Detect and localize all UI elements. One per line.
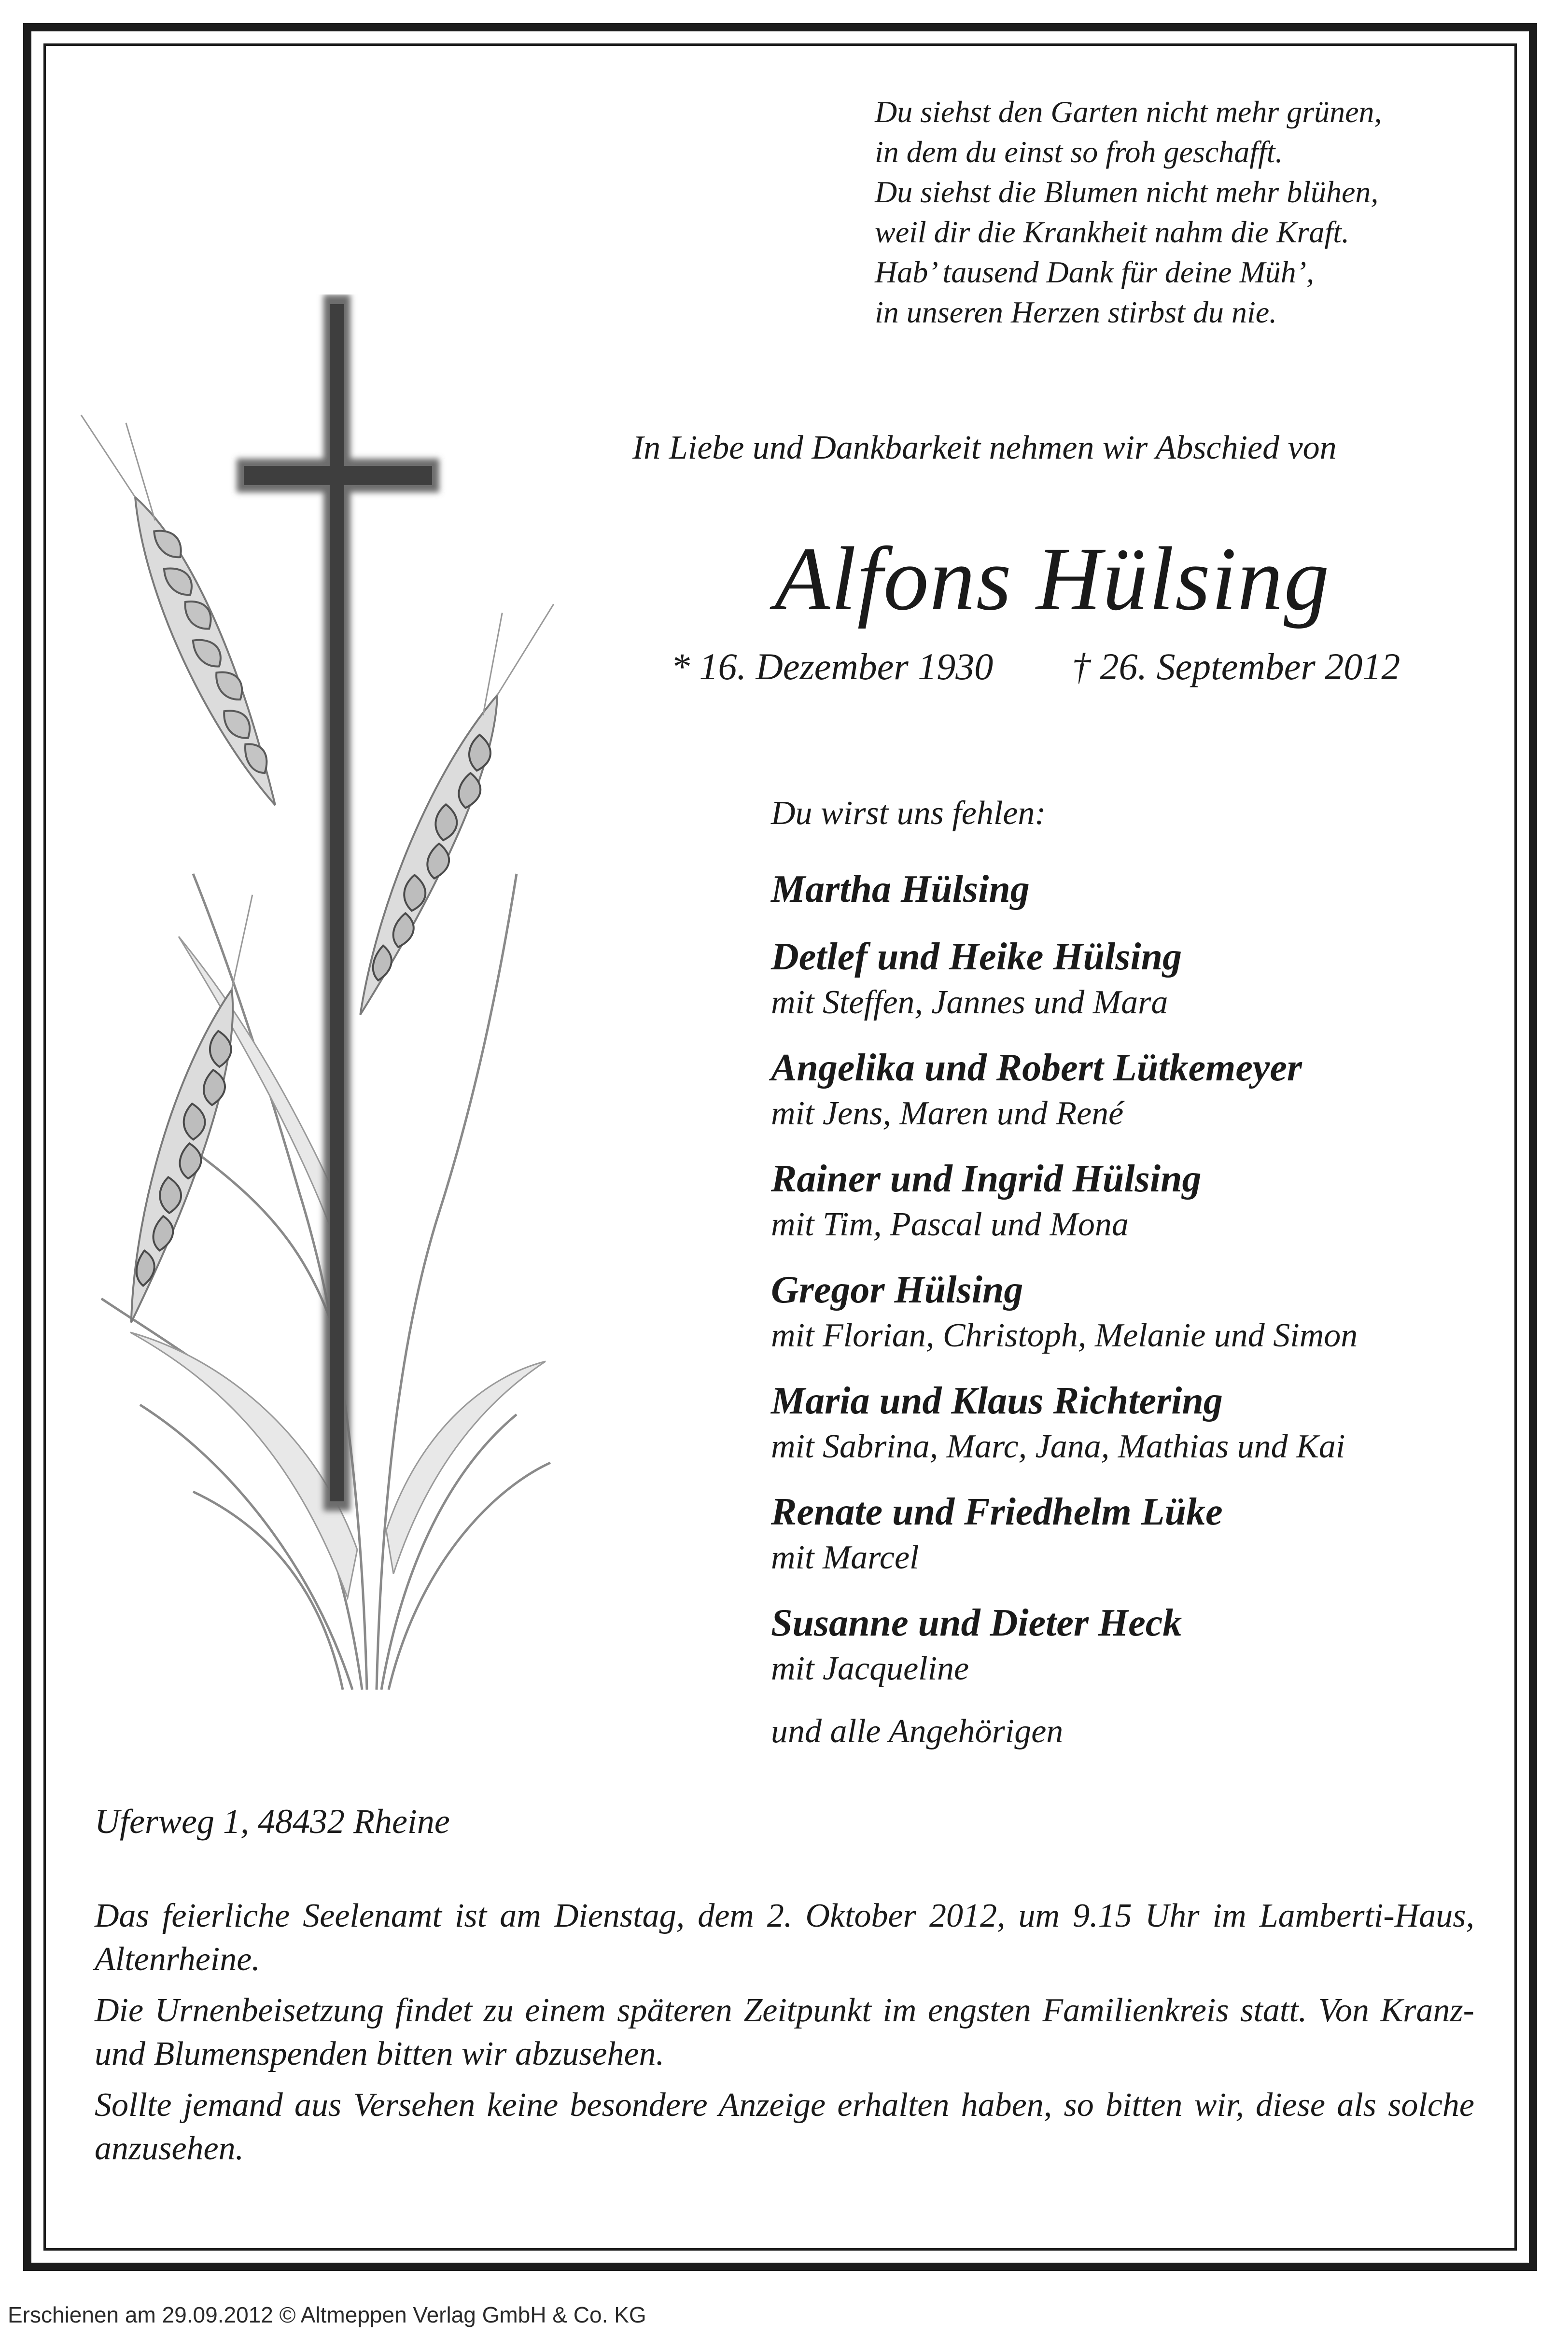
- family-name: Gregor Hülsing: [771, 1269, 1023, 1311]
- address: Uferweg 1, 48432 Rheine: [95, 1802, 450, 1841]
- death-date: † 26. September 2012: [1072, 645, 1400, 687]
- family-tail: und alle Angehörigen: [771, 1713, 1064, 1750]
- family-children: mit Marcel: [771, 1539, 919, 1576]
- note-paragraph: Das feierliche Seelenamt ist am Dienstag, dem 2. Oktober 2012, um 9.15 Uhr im Lamberti-Haus, Altenrheine.: [95, 1897, 1474, 1978]
- birth-date: * 16. Dezember 1930: [671, 645, 994, 687]
- family-children: mit Jacqueline: [771, 1650, 969, 1687]
- cross-with-wheat-icon: [72, 294, 555, 1709]
- family-children: mit Sabrina, Marc, Jana, Mathias und Kai: [771, 1428, 1345, 1465]
- family-entry: [771, 1155, 1495, 1246]
- family-name: Susanne und Dieter Heck: [771, 1602, 1182, 1644]
- poem-line: Du siehst den Garten nicht mehr grünen,: [875, 95, 1382, 129]
- life-dates: [671, 645, 1492, 688]
- family-name: Renate und Friedhelm Lüke: [771, 1491, 1223, 1533]
- family-children: mit Florian, Christoph, Melanie und Simon: [771, 1317, 1358, 1354]
- family-entry: [771, 1266, 1495, 1357]
- family-children: mit Tim, Pascal und Mona: [771, 1206, 1129, 1243]
- farewell-intro: In Liebe und Dankbarkeit nehmen wir Abschied von: [632, 429, 1337, 466]
- poem-line: Du siehst die Blumen nicht mehr blühen,: [875, 175, 1379, 209]
- poem-line: in dem du einst so froh geschafft.: [875, 135, 1283, 169]
- note-paragraph: Sollte jemand aus Versehen keine besondere Anzeige erhalten haben, so bitten wir, diese als solche anzusehen.: [95, 2086, 1474, 2167]
- publication-footer: Erschienen am 29.09.2012 © Altmeppen Verlag GmbH & Co. KG: [8, 2302, 646, 2327]
- service-notes: [95, 1894, 1474, 2178]
- family-children: mit Steffen, Jannes und Mara: [771, 984, 1168, 1021]
- family-children: mit Jens, Maren und René: [771, 1095, 1124, 1132]
- memorial-poem: [875, 92, 1502, 332]
- poem-line: weil dir die Krankheit nahm die Kraft.: [875, 215, 1350, 249]
- family-list: [771, 792, 1495, 1753]
- family-name: Angelika und Robert Lütkemeyer: [771, 1047, 1302, 1089]
- family-entry: [771, 1599, 1495, 1691]
- family-entry: [771, 865, 1495, 913]
- family-name: Rainer und Ingrid Hülsing: [771, 1158, 1202, 1200]
- deceased-name: Alfons Hülsing: [774, 528, 1330, 629]
- note-paragraph: Die Urnenbeisetzung findet zu einem späteren Zeitpunkt im engsten Familienkreis statt. Von Kranz- und Blumenspenden bitten wir abzusehen.: [95, 1992, 1474, 2072]
- family-name: Detlef und Heike Hülsing: [771, 936, 1182, 978]
- family-name: Martha Hülsing: [771, 868, 1030, 910]
- family-entry: [771, 1488, 1495, 1580]
- family-entry: [771, 1044, 1495, 1135]
- family-entry: [771, 933, 1495, 1024]
- family-lead: Du wirst uns fehlen:: [771, 795, 1046, 832]
- poem-line: Hab’ tausend Dank für deine Müh’,: [875, 255, 1315, 289]
- family-name: Maria und Klaus Richtering: [771, 1380, 1223, 1422]
- family-entry: [771, 1377, 1495, 1469]
- poem-line: in unseren Herzen stirbst du nie.: [875, 295, 1277, 329]
